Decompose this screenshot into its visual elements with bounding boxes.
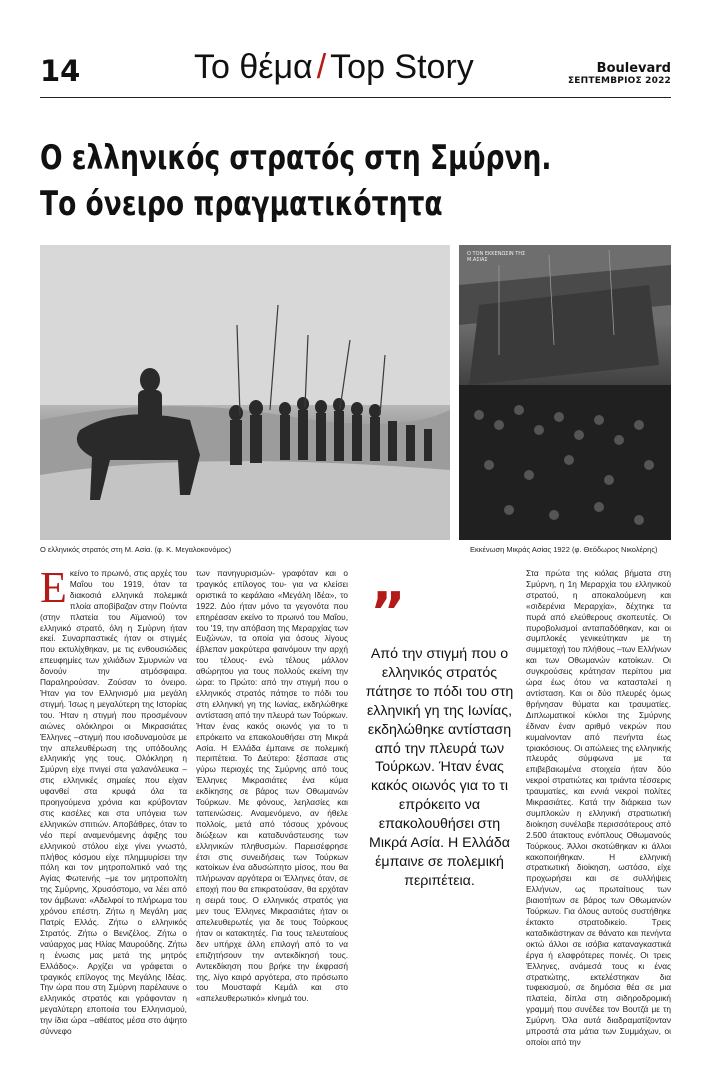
- column-1-text: κείνο το πρωινό, στις αρχές του Μαΐου του 1919, όταν τα διακοσιά ελληνικά πολεμικά πλοία αποβίβαζαν στην Πούντα (στην πλατεία του Αϊμανιού) τον ελληνικό στρατό, όλη η Σμύρνη ήταν εκεί. Συναρπαστικές ήταν οι στιγμές που εκτυλίχθηκαν, με τις ενθουσιώδεις επευφημίες των χιλιάδων Σμυρνιών να δονούν την ατμόσφαιρα. Παραληρούσαν. Ζούσαν το όνειρο. Ήταν για τον Ελληνισμό μια μεγάλη στιγμή. Ίσως η μεγαλύτερη της Ιστορίας του. Ήταν η στιγμή που προσμένουν αιώνες ολόκληροι οι Μικρασιάτες Έλληνες –στιγμή που ισοδυναμούσε με την απελευθέρωση της υπόδουλης ελληνικής γης τους. Ολόκληρη η Σμύρνη είχε πνιγεί στα γαλανόλευκα –στις ελληνικές σημαίες που είχαν υφανθεί στα κρυφά όλα τα προηγούμενα χρόνια και κρύβονταν στις κασέλες και στα υπόγεια των ελληνικών σπιτιών. Αποβάθρες, όταν το νέο περί αναμενόμενης άφιξης του ελληνικού στόλου είχε γίνει γνωστό, πλήθος κόσμου είχε πλημμυρίσει την πόλη και τον μητροπολιτικό ναό της Αγίας Φωτεινής –με τον μητροπολίτη της Σμύρνης, Χρυσόστομο, να λέει από τον άμβωνα: «Αδελφοί το πλήρωμα του χρόνου επέστη. Ζήτω η Μεγάλη μας Πατρίς Ελλάς. Ζήτω ο ελληνικός Στρατός. Ζήτω ο Βενιζέλος. Ζήτω ο ναύαρχος μας Ηλίας Μαυρούδης. Ζήτω η ένωσις μας μετά της μητρός Ελλάδος». Αρχίζει να γράφεται ο τραγικός επίλογος της Μεγάλης Ιδέας. Την ώρα που στη Σμύρνη παρέλαυνε ο ελληνικός στρατός και γράφονταν η μεγαλύτερη εποποιία του Ελληνισμού, την ίδια ώρα –αθέατος μέσα στο άψητο σύννεφο: [40, 568, 187, 1037]
- column-4-text: Στα πρώτα της κιόλας βήματα στη Σμύρνη, η 1η Μεραρχία του ελληνικού στρατού, η αποκαλούμενη και «σιδερένια Μεραρχία», δέχτηκε τα πυρά από ελεύθερους σκοπευτές. Οι πυροβολισμοί ανταπαδόθηκαν, και οι συμπλοκές γενικεύτηκαν με τη συμμετοχή του πλήθους –των Ελλήνων και των Οθωμανών κατοίκων. Οι συγκρούσεις κράτησαν περίπου μια ώρα έως ότου να κατασταλεί η αντίσταση. Και οι δύο πλευρές όμως θρήνησαν θύματα και τραυματίες. Διπλωματικοί κύκλοι της Σμύρνης έδιναν έναν αριθμό νεκρών που κυμαίνονταν από πενήντα έως τριακόσιους. Οι απώλειες της ελληνικής πλευράς σύμφωνα με τα επιβεβαιωμένα στοιχεία ήταν δύο νεκροί στρατιώτες και τριάντα τέσσερις τραυματίες, και εννιά νεκροί πολίτες Μικρασιάτες. Κατά την διάρκεια των συμπλοκών η ελληνική στρατιωτική διοίκηση συνέλαβε περισσότερους από 2.500 άτακτους ενόπλους Οθωμανούς Τούρκους. Άλλοι σκοτώθηκαν κι άλλοι κακοποιήθηκαν. Η ελληνική στρατιωτική διοίκηση, ωστόσο, είχε προχωρήσει και σε συλλήψεις Ελλήνων, ως πρωταίτιους των βιαιοτήτων σε βάρος των Οθωμανών Τούρκων. Για όλους αυτούς συστήθηκε έκτακτο στρατοδικείο. Τρεις καταδικάστηκαν σε θάνατο και πενήντα οκτώ άλλοι σε ισόβια καταναγκαστικά έργα ή ελαφρότερες ποινές. Οι τρεις Έλληνες, ανάμεσά τους κι ένας στρατιώτης, εκτελέστηκαν δια τυφεκισμού, σε δημόσια θέα σε μια πλατεία, δίπλα στη σιδηροδρομική γραμμή που συνέδεε τον Βουτζά με τη Σμύρνη. Όλα αυτά διαδραματίζονταν μπροστά στα μάτια των Συμμάχων, οι οποίοι από την: [526, 568, 671, 1047]
- header-divider: [40, 97, 671, 98]
- section-title-greek: Το θέμα: [194, 48, 313, 86]
- article-headline: [40, 135, 552, 227]
- drop-cap: Ε: [40, 563, 67, 612]
- quote-mark-icon: ”: [370, 581, 406, 644]
- masthead: [568, 62, 671, 86]
- headline-line-2: Το όνειρο πραγματικότητα: [40, 184, 443, 224]
- pull-quote-text: Από την στιγμή που ο ελληνικός στρατός πάτησε το πόδι του στη ελληνική γη της Ιωνίας, εκδηλώθηκε αντίσταση από την πλευρά των Τούρκων. Ήταν ένας κακός οιωνός για το τι επρόκειτο να επακολουθήσει στη Μικρά Ασία. Η Ελλάδα έμπαινε σε πολεμική περιπέτεια.: [365, 646, 514, 889]
- brand-name: Boulevard: [596, 61, 671, 76]
- issue-date: ΣΕΠΤΕΜΒΡΙΟΣ 2022: [567, 76, 671, 86]
- column-2-text: των πανηγυρισμών- γραφόταν και ο τραγικός επίλογος του- για να κλείσει οριστικά το κεφάλαιο «Μεγάλη Ιδέα», το 1922. Δύο ήταν μόνο τα γεγονότα που επηρέασαν εκείνο το πρωινό του Μαΐου, του '19, την απόβαση της Μεραρχίας των Ευζώνων, τα οποία για όσους λίγους έβλεπαν μακρύτερα φαινόμουν την αρχή του τέλους- ενώ τέλους μάλλον αθώρητου για τους πολλούς εκείνη την ώρα: το Πρώτο: από την στιγμή που ο ελληνικός στρατός πάτησε το πόδι του στη ελληνική γη της Ιωνίας, εκδηλώθηκε αντίσταση από την πλευρά των Τούρκων. Ήταν ένας κακός οιωνός για το τι επρόκειτο να επακολουθήσει στη Μικρά Ασία. Η Ελλάδα έμπαινε σε πολεμική περιπέτεια. Το Δεύτερο: ξέσπασε στις γύρω περιοχές της Σμύρνης από τους Έλληνες Μικρασιάτες ένα κύμα εκδίκησης σε βάρος των Οθωμανών Τούρκων. Με φόνους, λεηλασίες και ταπεινώσεις. Αναμενόμενο, αν ήθελε πολλοίς, μετά από τόσους χρόνους διώξεων και καταδυνάστευσης των ελληνικών πληθυσμών. Παρεισέφρησε έτσι στις συνειδήσεις των Τούρκων κατοίκων ένα αδυσώπητο μίσος, που θα πλήρωναν αργότερα οι Έλληνες όταν, σε εποχή που θα επικρατούσαν, θα ερχόταν η σειρά τους. Ο ελληνικός στρατός για μεν τους Έλληνες Μικρασιάτες ήταν οι απελευθερωτές για δε τους Τούρκους ήταν οι κατακτητές. Για τους τελευταίους δεν υπήρχε άλλη επιλογή από το να επιζητήσουν την αντεκδίκησή τους. Αντεκδίκηση που βρήκε την έκφρασή της, λίγο καιρό αργότερα, στο πρόσωπο του Μουσταφά Κεμάλ και στο «απελευθερωτικό» κίνημά του.: [196, 568, 348, 1004]
- headline-line-1: Ο ελληνικός στρατός στη Σμύρνη.: [40, 138, 552, 178]
- photo-army-illustration: [40, 245, 450, 540]
- pull-quote: [362, 581, 517, 891]
- photo-caption-side: Εκκένωση Μικράς Ασίας 1922 (φ. Θεόδωρος Νικολέρης): [470, 545, 658, 554]
- article-column-2: [196, 568, 348, 1004]
- photo-evacuation-illustration: [459, 245, 671, 540]
- photo-side-inscription: Ο ΤΟΝ ΕΚΚΕΝΩΣΙΝ ΤΗΣ Μ.ΑΣΙΑΣ: [467, 251, 526, 263]
- section-title: [194, 48, 494, 87]
- article-column-1: [40, 563, 187, 1037]
- section-title-separator: /: [316, 48, 327, 86]
- section-title-english: Top Story: [330, 48, 474, 86]
- article-column-4: [526, 568, 671, 1048]
- photo-army-smyrna: [40, 245, 450, 540]
- photo-caption-main: Ο ελληνικός στρατός στη Μ. Ασία. (φ. Κ. Μεγαλοκονόμος): [40, 545, 232, 554]
- photo-evacuation: [459, 245, 671, 540]
- page-number: 14: [40, 54, 81, 88]
